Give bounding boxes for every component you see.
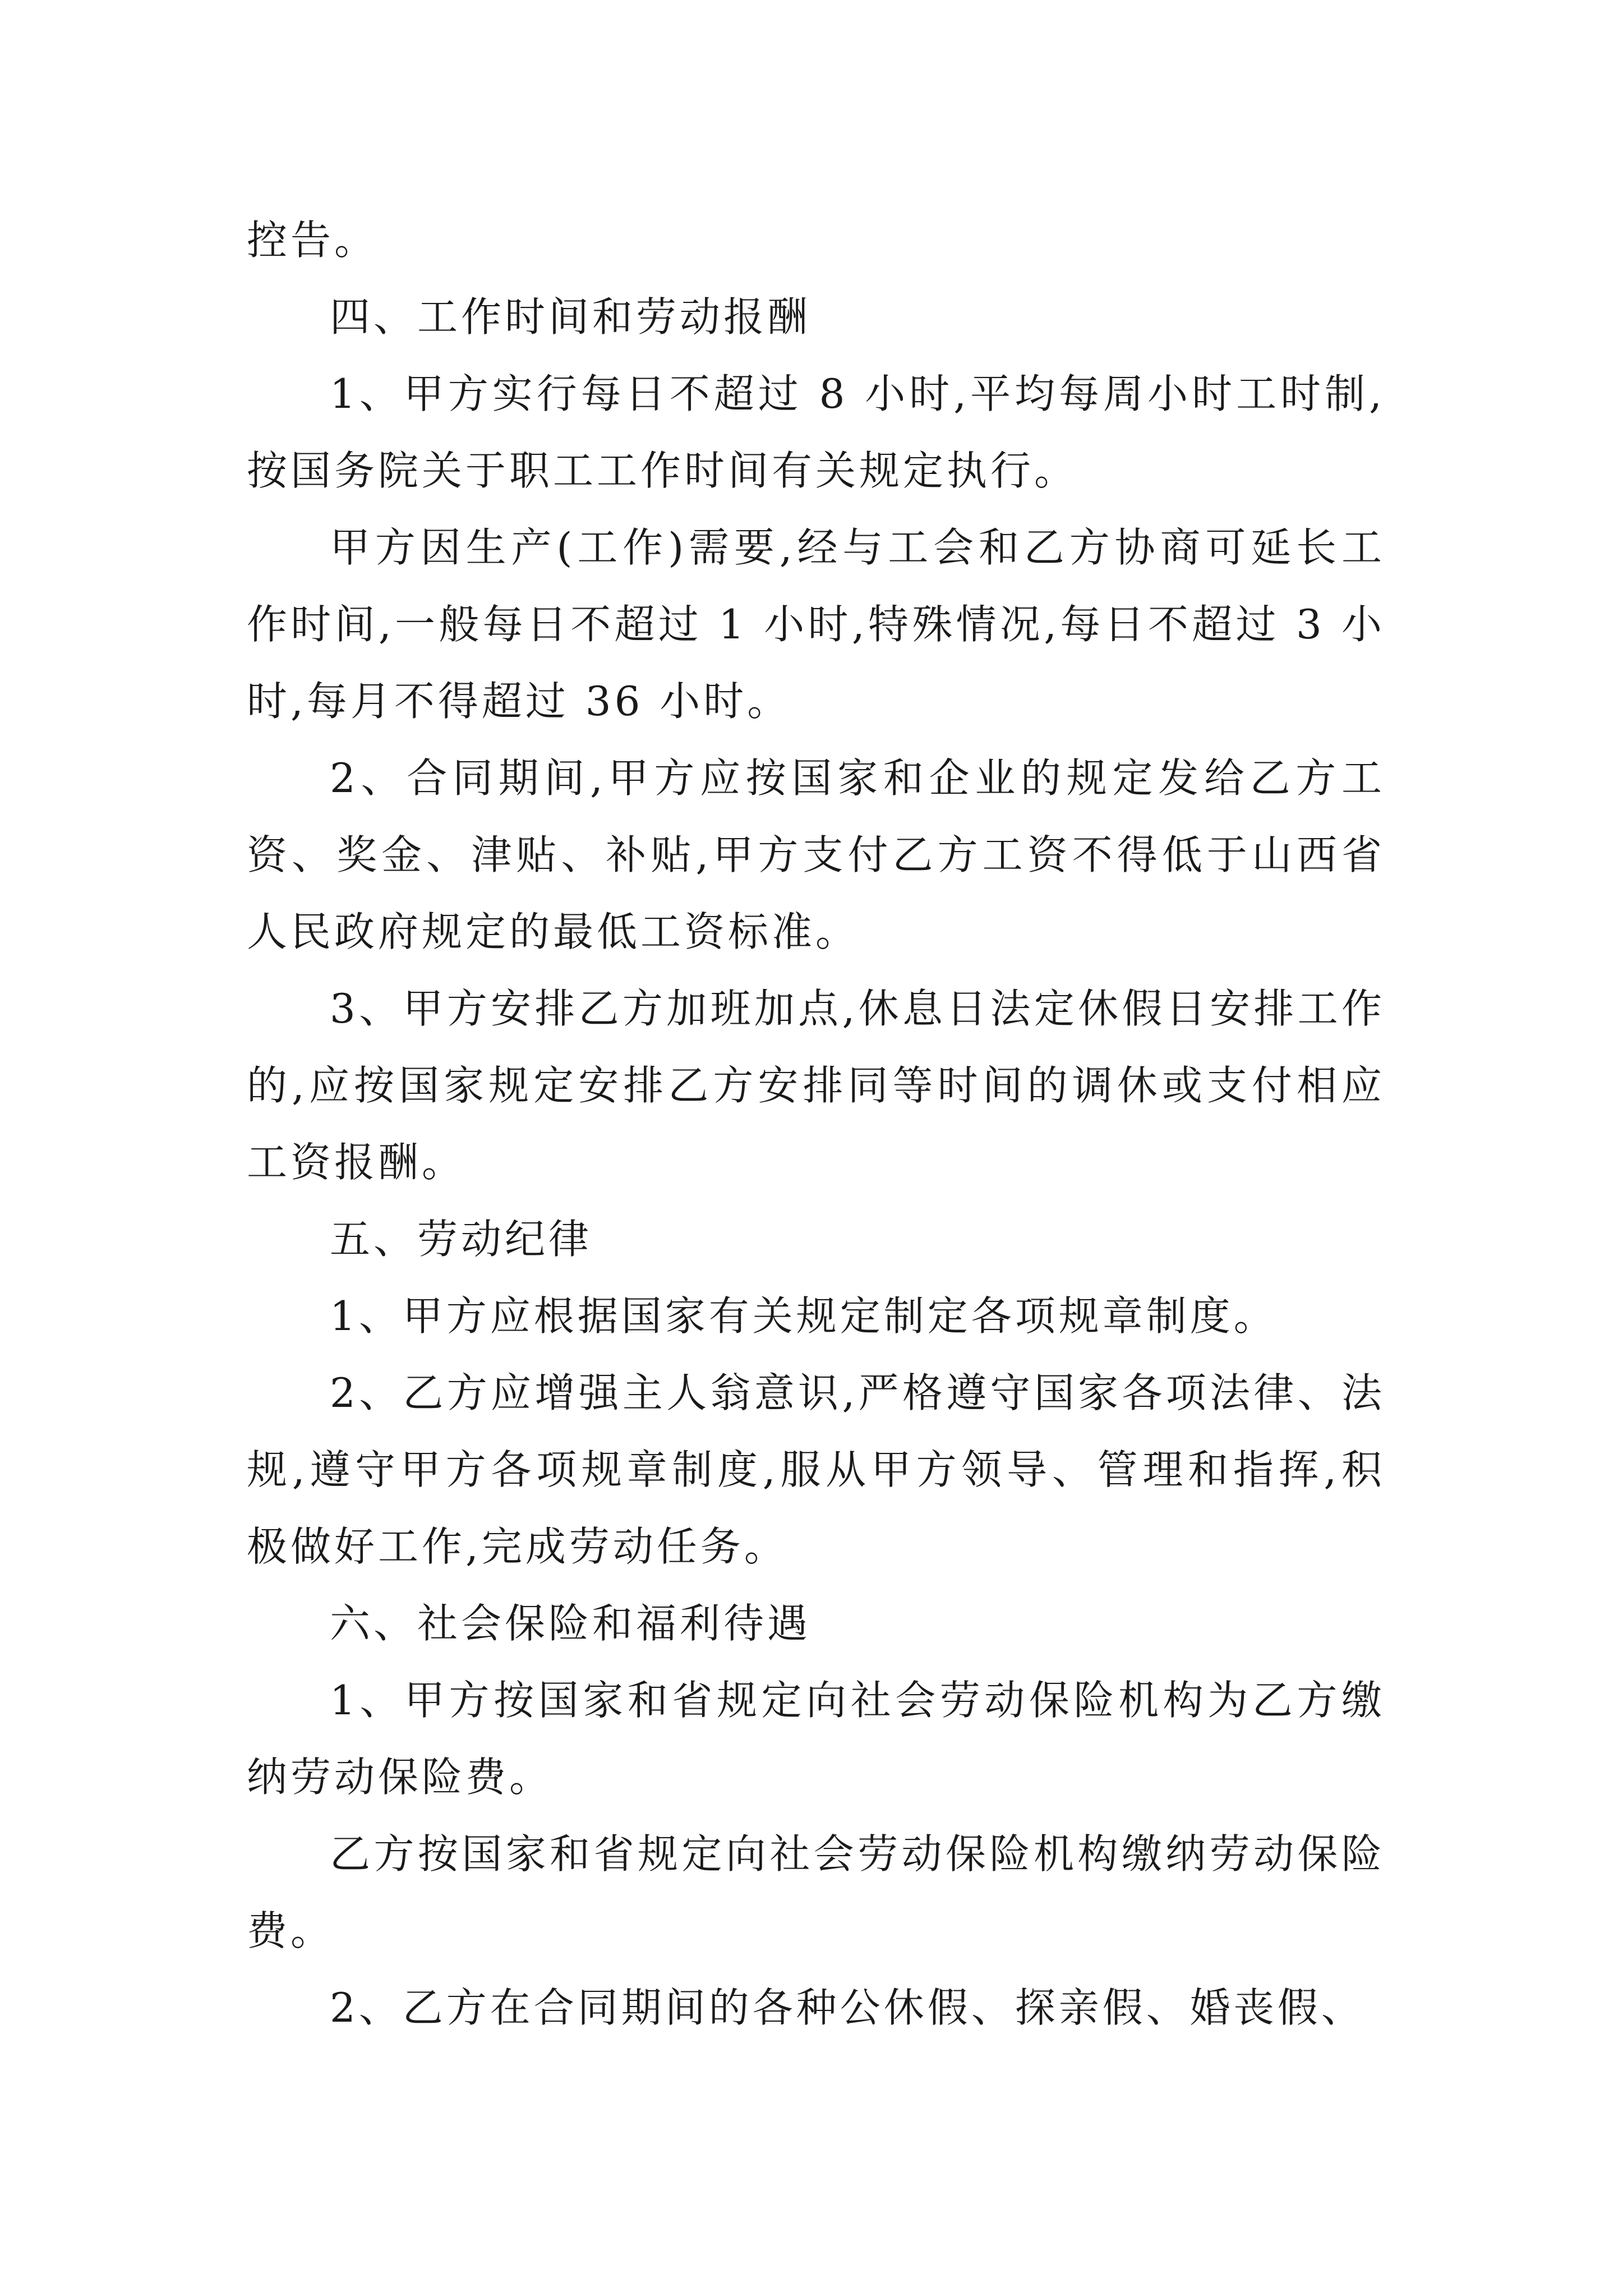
paragraph: 2、乙方应增强主人翁意识,严格遵守国家各项法律、法规,遵守甲方各项规章制度,服从甲方领导、管理和指挥,积极做好工作,完成劳动任务。 xyxy=(247,1369,1385,1570)
section-heading-labor-discipline: 五、劳动纪律 xyxy=(330,1216,593,1263)
section-heading-working-hours: 四、工作时间和劳动报酬 xyxy=(330,293,811,341)
document-body xyxy=(247,202,1385,2046)
paragraph: 乙方按国家和省规定向社会劳动保险机构缴纳劳动保险费。 xyxy=(247,1830,1385,1954)
paragraph: 控告。 xyxy=(247,217,379,264)
paragraph: 1、甲方按国家和省规定向社会劳动保险机构为乙方缴纳劳动保险费。 xyxy=(247,1677,1385,1801)
paragraph: 1、甲方实行每日不超过 8 小时,平均每周小时工时制,按国务院关于职工工作时间有关规定执行。 xyxy=(247,370,1385,494)
paragraph: 3、甲方安排乙方加班加点,休息日法定休假日安排工作的,应按国家规定安排乙方安排同等时间的调休或支付相应工资报酬。 xyxy=(247,985,1385,1186)
paragraph: 2、合同期间,甲方应按国家和企业的规定发给乙方工资、奖金、津贴、补贴,甲方支付乙方工资不得低于山西省人民政府规定的最低工资标准。 xyxy=(247,754,1385,955)
section-heading-social-insurance: 六、社会保险和福利待遇 xyxy=(330,1600,811,1647)
paragraph: 1、甲方应根据国家有关规定制定各项规章制度。 xyxy=(330,1292,1278,1340)
paragraph: 2、乙方在合同期间的各种公休假、探亲假、婚丧假、 xyxy=(330,1984,1365,2031)
paragraph: 甲方因生产(工作)需要,经与工会和乙方协商可延长工作时间,一般每日不超过 1 小时,特殊情况,每日不超过 3 小时,每月不得超过 36 小时。 xyxy=(247,524,1385,725)
